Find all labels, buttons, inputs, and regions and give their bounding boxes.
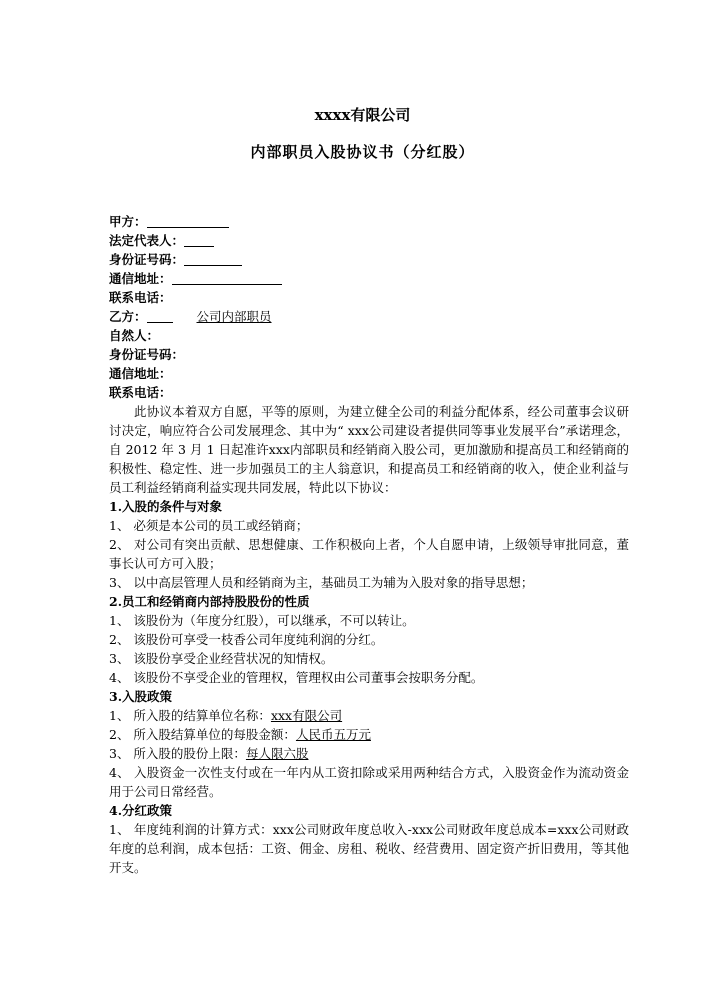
- address-b-line: [109, 364, 629, 383]
- legal-rep-blank: [184, 233, 214, 247]
- id-b-label: 身份证号码：: [109, 347, 185, 362]
- section-4-heading: 4.分红政策: [109, 803, 173, 818]
- section-3-item-4: 4、 入股资金一次性支付或在一年内从工资扣除或采用两种结合方式，入股资金作为流动资金用于公司日常经营。: [109, 765, 629, 799]
- section-1-item-1: 1、 必须是本公司的员工或经销商；: [109, 518, 309, 533]
- intro-paragraph: 此协议本着双方自愿，平等的原则，为建立健全公司的利益分配体系，经公司董事会议研讨决定，响应符合公司发展理念、其中为“ xxx公司建设者提供同等事业发展平台”承诺理念，自 2012 年 3 月 1 日起准许xxx内部职员和经销商入股公司，更加激励和提高员工和经销商的积极性、稳定性、进一步加强员工的主人翁意识，和提高员工和经销商的收入，使企业利益与员工利益经销商利益实现共同发展，特此以下协议：: [109, 404, 629, 495]
- id-a-blank: [184, 252, 242, 266]
- agreement-title: 内部职员入股协议书（分红股）: [250, 143, 475, 161]
- section-3-item-1: [109, 706, 629, 725]
- section-3-item-2: [109, 725, 629, 744]
- id-a-label: 身份证号码：: [109, 252, 185, 267]
- share-limit-value: 每人限六股: [245, 746, 309, 761]
- section-2-item-3: 3、 该股份享受企业经营状况的知情权。: [109, 651, 334, 666]
- document-body: [109, 212, 629, 877]
- phone-b-line: [109, 383, 629, 402]
- party-b-label: 乙方：: [109, 309, 147, 324]
- legal-rep-line: [109, 231, 629, 250]
- phone-b-label: 联系电话：: [109, 385, 172, 400]
- section-1-item-2: 2、 对公司有突出贡献、思想健康、工作积极向上者，个人自愿申请，上级领导审批同意，董事长认可方可入股；: [109, 537, 629, 571]
- phone-a-line: [109, 288, 629, 307]
- share-amount-label: 2、 所入股结算单位的每股金额：: [109, 727, 296, 742]
- section-2-heading: 2.员工和经销商内部持股股份的性质: [109, 594, 310, 609]
- section-2-item-4: 4、 该股份不享受企业的管理权，管理权由公司董事会按职务分配。: [109, 670, 484, 685]
- address-a-blank: [172, 271, 282, 285]
- party-a-line: [109, 212, 629, 231]
- address-a-label: 通信地址：: [109, 271, 172, 286]
- section-2-item-2: 2、 该股份可享受一枝香公司年度纯利润的分红。: [109, 632, 384, 647]
- settlement-unit-value: xxx有限公司: [270, 708, 343, 723]
- natural-person-label: 自然人：: [109, 328, 160, 343]
- natural-person-line: [109, 326, 629, 345]
- section-2-item-1: 1、 该股份为（年度分红股），可以继承，不可以转让。: [109, 613, 415, 628]
- party-a-label: 甲方：: [109, 214, 147, 229]
- share-amount-value: 人民币五万元: [295, 727, 371, 742]
- company-name: xxxx有限公司: [314, 106, 411, 124]
- section-1-heading: 1.入股的条件与对象: [109, 499, 223, 514]
- address-b-label: 通信地址：: [109, 366, 172, 381]
- share-limit-label: 3、 所入股的股份上限：: [109, 746, 246, 761]
- legal-rep-label: 法定代表人：: [109, 233, 185, 248]
- party-a-blank: [147, 214, 229, 228]
- section-4-item-1: 1、 年度纯利润的计算方式：xxx公司财政年度总收入-xxx公司财政年度总成本=xxx公司财政年度的总利润，成本包括：工资、佣金、房租、税收、经营费用、固定资产折旧费用，等其他开支。: [109, 822, 629, 875]
- section-3-heading: 3.入股政策: [109, 689, 173, 704]
- party-b-value: 公司内部职员: [196, 309, 272, 324]
- party-b-line: [109, 307, 629, 326]
- id-b-line: [109, 345, 629, 364]
- settlement-unit-label: 1、 所入股的结算单位名称：: [109, 708, 271, 723]
- party-b-blank: [147, 309, 173, 323]
- section-3-item-3: [109, 744, 629, 763]
- phone-a-label: 联系电话：: [109, 290, 172, 305]
- section-1-item-3: 3、 以中高层管理人员和经销商为主，基础员工为辅为入股对象的指导思想；: [109, 575, 534, 590]
- address-a-line: [109, 269, 629, 288]
- id-a-line: [109, 250, 629, 269]
